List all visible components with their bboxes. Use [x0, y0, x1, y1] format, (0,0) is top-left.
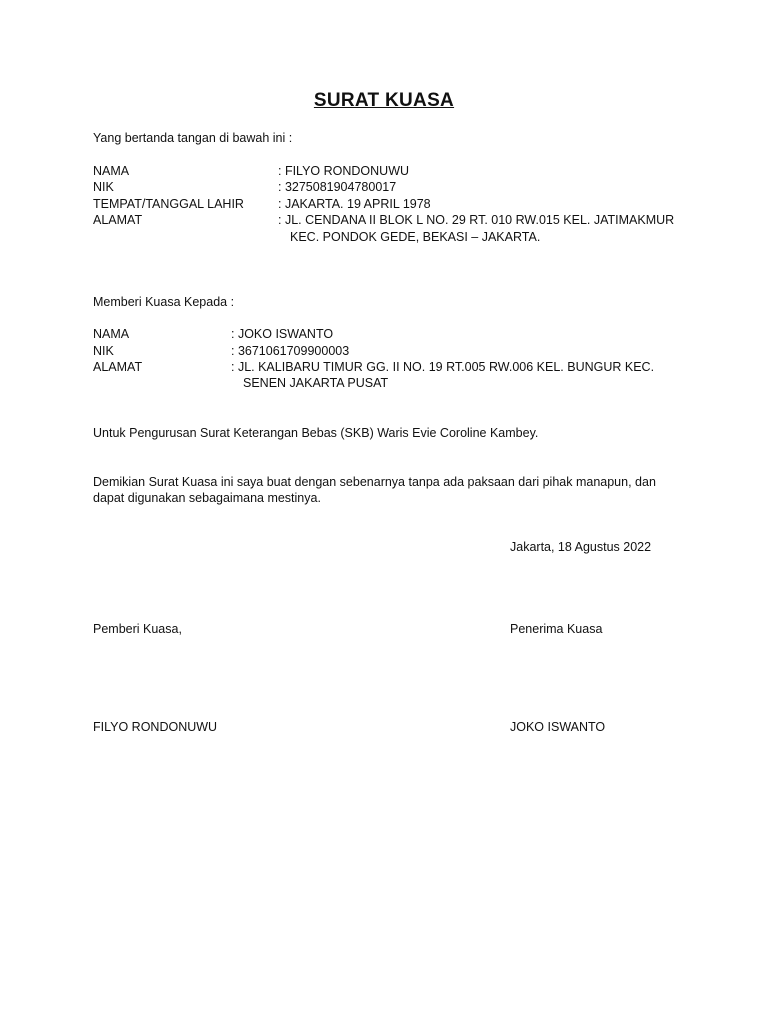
purpose-text: Untuk Pengurusan Surat Keterangan Bebas (SKB) Waris Evie Coroline Kambey.: [93, 426, 539, 440]
grantee-name-value: : JOKO ISWANTO: [231, 327, 334, 341]
grantee-address-line-2: SENEN JAKARTA PUSAT: [243, 376, 389, 390]
place-date: Jakarta, 18 Agustus 2022: [510, 540, 652, 554]
grantor-ttl-value: : JAKARTA. 19 APRIL 1978: [278, 197, 431, 211]
grantor-address-line-2: KEC. PONDOK GEDE, BEKASI – JAKARTA.: [290, 230, 541, 244]
grantor-address-line-1: : JL. CENDANA II BLOK L NO. 29 RT. 010 RW.015 KEL. JATIMAKMUR: [278, 213, 675, 227]
intro-text: Yang bertanda tangan di bawah ini :: [93, 131, 293, 145]
closing-line-2: dapat digunakan sebagaimana mestinya.: [93, 491, 321, 505]
grantor-name-label: NAMA: [93, 164, 130, 178]
grantor-ttl-label: TEMPAT/TANGGAL LAHIR: [93, 197, 244, 211]
grantor-nik-label: NIK: [93, 180, 114, 194]
grantee-name-label: NAMA: [93, 327, 130, 341]
grantee-nik-value: : 3671061709900003: [231, 344, 350, 358]
grantor-nik-value: : 3275081904780017: [278, 180, 397, 194]
closing-line-1: Demikian Surat Kuasa ini saya buat dengan sebenarnya tanpa ada paksaan dari pihak manapun, dan: [93, 475, 656, 489]
giver-label: Pemberi Kuasa,: [93, 622, 182, 636]
grantee-nik-label: NIK: [93, 344, 114, 358]
grantor-address-label: ALAMAT: [93, 213, 143, 227]
grantor-name-value: : FILYO RONDONUWU: [278, 164, 410, 178]
grantee-address-label: ALAMAT: [93, 360, 143, 374]
grant-heading: Memberi Kuasa Kepada :: [93, 295, 235, 309]
giver-name: FILYO RONDONUWU: [93, 720, 218, 734]
receiver-name: JOKO ISWANTO: [510, 720, 606, 734]
document-title: SURAT KUASA: [313, 90, 455, 111]
receiver-label: Penerima Kuasa: [510, 622, 603, 636]
grantee-address-line-1: : JL. KALIBARU TIMUR GG. II NO. 19 RT.005 RW.006 KEL. BUNGUR KEC.: [231, 360, 655, 374]
